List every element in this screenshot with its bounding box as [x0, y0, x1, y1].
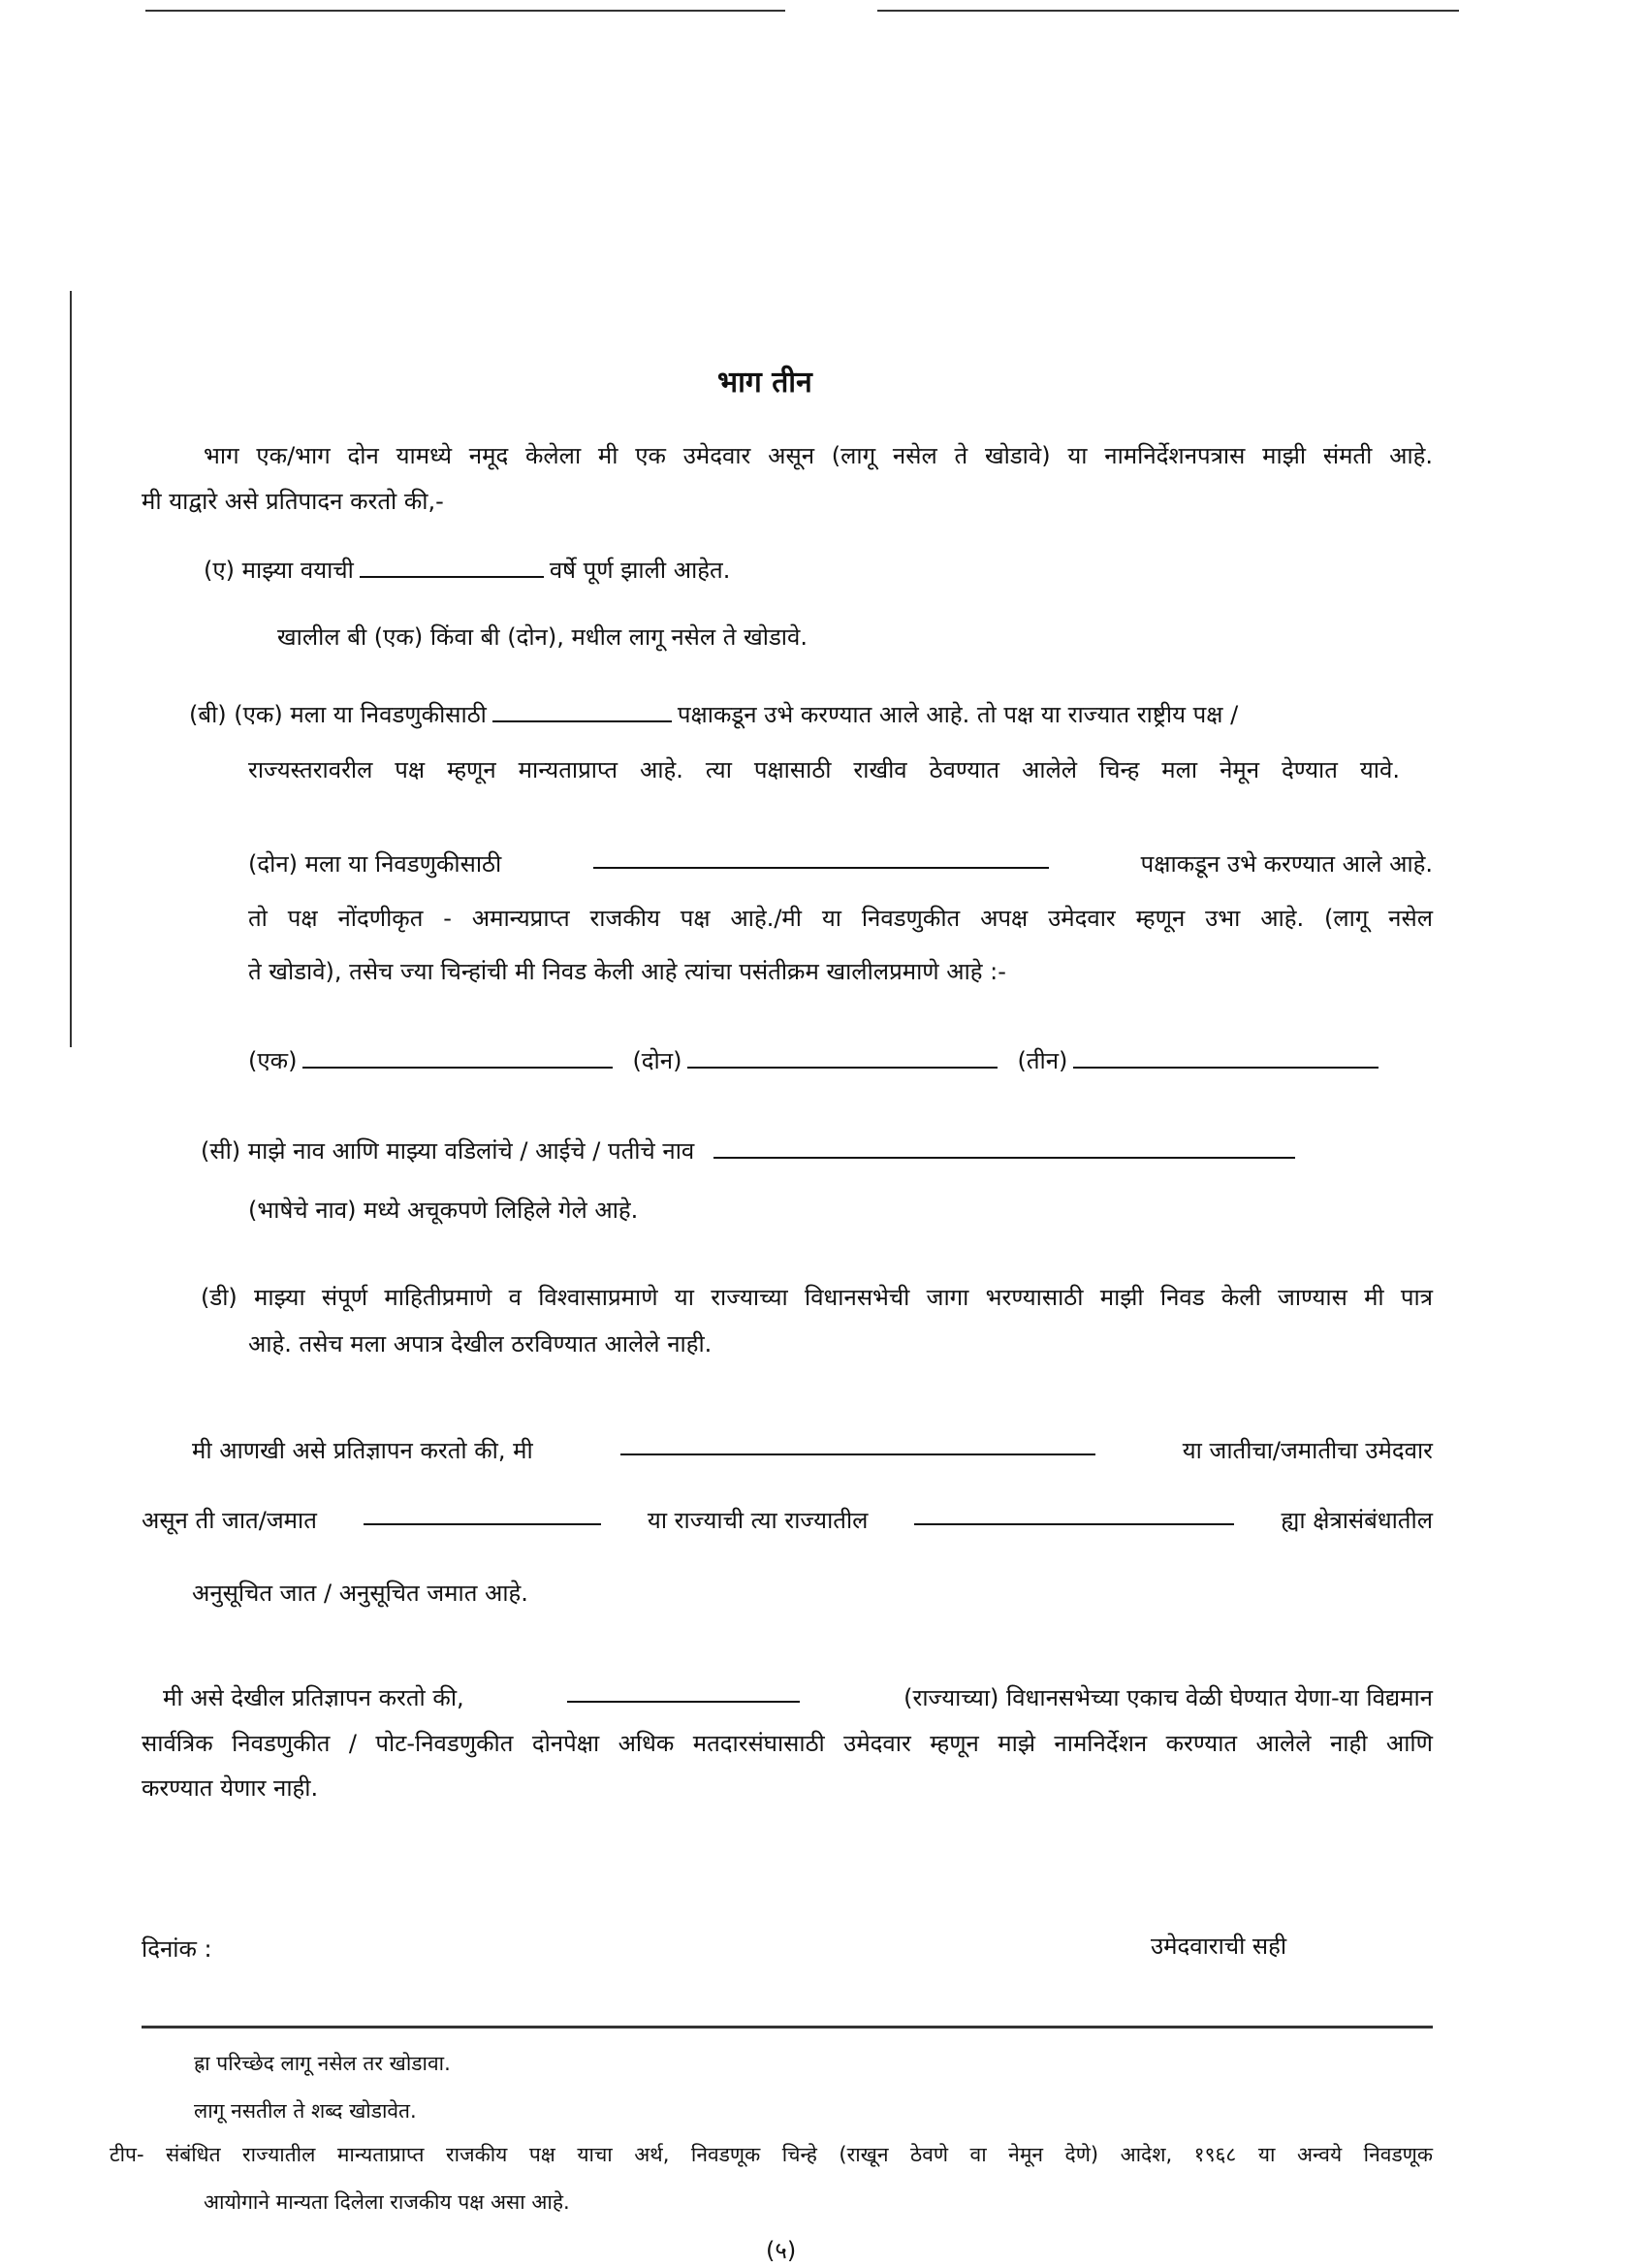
scan-edge-left [70, 291, 72, 1047]
clause-b1 [189, 700, 1238, 729]
scan-edge-top-right [877, 10, 1459, 12]
caste-text-3: असून ती जात/जमात [142, 1507, 317, 1534]
note-line-2: आयोगाने मान्यता दिलेला राजकीय पक्ष असा आहे. [204, 2190, 570, 2214]
note-line-1: टीप- संबंधित राज्यातील मान्यताप्राप्त राजकीय पक्ष याचा अर्थ, निवडणूक चिन्हे (राखून ठेवणे वा नेमून देणे) आदेश, १९६८ या अन्वये निवडणूक [110, 2143, 1433, 2166]
clause-c-prefix: (सी) माझे नाव आणि माझ्या वडिलांचे / आईचे / पतीचे नाव [201, 1137, 695, 1165]
region-blank[interactable] [914, 1506, 1234, 1525]
clause-b1-prefix: (बी) (एक) मला या निवडणुकीसाठी [189, 701, 487, 728]
clause-d-line-2: आहे. तसेच मला अपात्र देखील ठरविण्यात आलेले नाही. [248, 1330, 713, 1358]
age-blank[interactable] [360, 559, 544, 578]
page-number: (५) [766, 2237, 797, 2264]
clause-c-line-2: (भाषेचे नाव) मध्ये अचूकपणे लिहिले गेले आहे. [248, 1197, 639, 1224]
declaration-text-2: (राज्याच्या) विधानसभेच्या एकाच वेळी घेण्यात येणा-या विद्यमान [903, 1684, 1433, 1711]
intro-line-2: मी याद्वारे असे प्रतिपादन करतो की,- [142, 488, 444, 515]
caste-name-blank[interactable] [620, 1436, 1095, 1455]
footnote-divider [142, 2026, 1433, 2028]
clause-c [201, 1136, 1301, 1166]
party-blank-2[interactable] [593, 849, 1049, 869]
declaration-line-3: करण्यात येणार नाही. [142, 1774, 319, 1802]
instruction: खालील बी (एक) किंवा बी (दोन), मधील लागू नसेल ते खोडावे. [277, 623, 808, 651]
clause-b1-suffix: पक्षाकडून उभे करण्यात आले आहे. तो पक्ष या राज्यात राष्ट्रीय पक्ष / [677, 701, 1239, 728]
caste-text-5: ह्या क्षेत्रासंबंधातील [1281, 1507, 1433, 1534]
footnote-1: ह्रा परिच्छेद लागू नसेल तर खोडावा. [194, 2052, 451, 2075]
choice-2-blank[interactable] [687, 1049, 998, 1069]
clause-a-suffix: वर्षे पूर्ण झाली आहेत. [549, 557, 731, 584]
clause-b2-line-3: ते खोडावे), तसेच ज्या चिन्हांची मी निवड केली आहे त्यांचा पसंतीक्रम खालीलप्रमाणे आहे :- [248, 958, 1006, 985]
footnote-2: लागू नसतील ते शब्द खोडावेत. [194, 2099, 417, 2123]
clause-b2 [248, 849, 1433, 878]
symbol-choices [248, 1046, 1384, 1075]
clause-a [204, 556, 730, 585]
caste-text-1: मी आणखी असे प्रतिज्ञापन करतो की, मी [192, 1437, 533, 1464]
clause-b2-suffix: पक्षाकडून उभे करण्यात आले आहे. [1140, 850, 1433, 878]
clause-d-line-1: (डी) माझ्या संपूर्ण माहितीप्रमाणे व विश्वासाप्रमाणे या राज्याच्या विधानसभेची जागा भरण्यासाठी माझी निवड केली जाण्यास मी पात्र [201, 1284, 1433, 1311]
choice-1-label: (एक) [248, 1047, 298, 1074]
declaration-line-2: सार्वत्रिक निवडणुकीत / पोट-निवडणुकीत दोनपेक्षा अधिक मतदारसंघासाठी उमेदवार म्हणून माझे नामनिर्देशन करण्यात आलेले नाही आणि [142, 1730, 1433, 1757]
declaration-text-1: मी असे देखील प्रतिज्ञापन करतो की, [163, 1684, 464, 1711]
choice-1-blank[interactable] [302, 1049, 613, 1069]
caste-line-1 [192, 1436, 1433, 1465]
caste-text-2: या जातीचा/जमातीचा उमेदवार [1182, 1437, 1433, 1464]
clause-b2-prefix: (दोन) मला या निवडणुकीसाठी [248, 850, 502, 878]
caste-line-3: अनुसूचित जात / अनुसूचित जमात आहे. [192, 1580, 528, 1607]
party-blank-1[interactable] [492, 703, 672, 722]
signature-label: उमेदवाराची सही [1151, 1933, 1287, 1960]
choice-2-label: (दोन) [632, 1047, 682, 1074]
date-label: दिनांक : [142, 1935, 212, 1963]
intro-line-1: भाग एक/भाग दोन यामध्ये नमूद केलेला मी एक उमेदवार असून (लागू नसेल ते खोडावे) या नामनिर्देशनपत्रास माझी संमती आहे. [204, 442, 1433, 469]
choice-3-blank[interactable] [1073, 1049, 1379, 1069]
clause-a-prefix: (ए) माझ्या वयाची [204, 557, 354, 584]
page-title: भाग तीन [717, 366, 812, 399]
choice-3-label: (तीन) [1017, 1047, 1068, 1074]
declaration-line-1 [163, 1683, 1433, 1712]
caste-blank[interactable] [364, 1506, 601, 1525]
state-blank[interactable] [567, 1683, 800, 1703]
clause-b1-line-2: राज्यस्तरावरील पक्ष म्हणून मान्यताप्राप्त आहे. त्या पक्षासाठी राखीव ठेवण्यात आलेले चिन्ह मला नेमून देण्यात यावे. [248, 756, 1400, 783]
caste-line-2 [142, 1506, 1433, 1535]
name-blank[interactable] [713, 1139, 1295, 1159]
caste-text-4: या राज्याची त्या राज्यातील [647, 1507, 869, 1534]
clause-b2-line-2: तो पक्ष नोंदणीकृत - अमान्यप्राप्त राजकीय पक्ष आहे./मी या निवडणुकीत अपक्ष उमेदवार म्हणून उभा आहे. (लागू नसेल [248, 905, 1433, 932]
scan-edge-top-left [145, 10, 785, 12]
